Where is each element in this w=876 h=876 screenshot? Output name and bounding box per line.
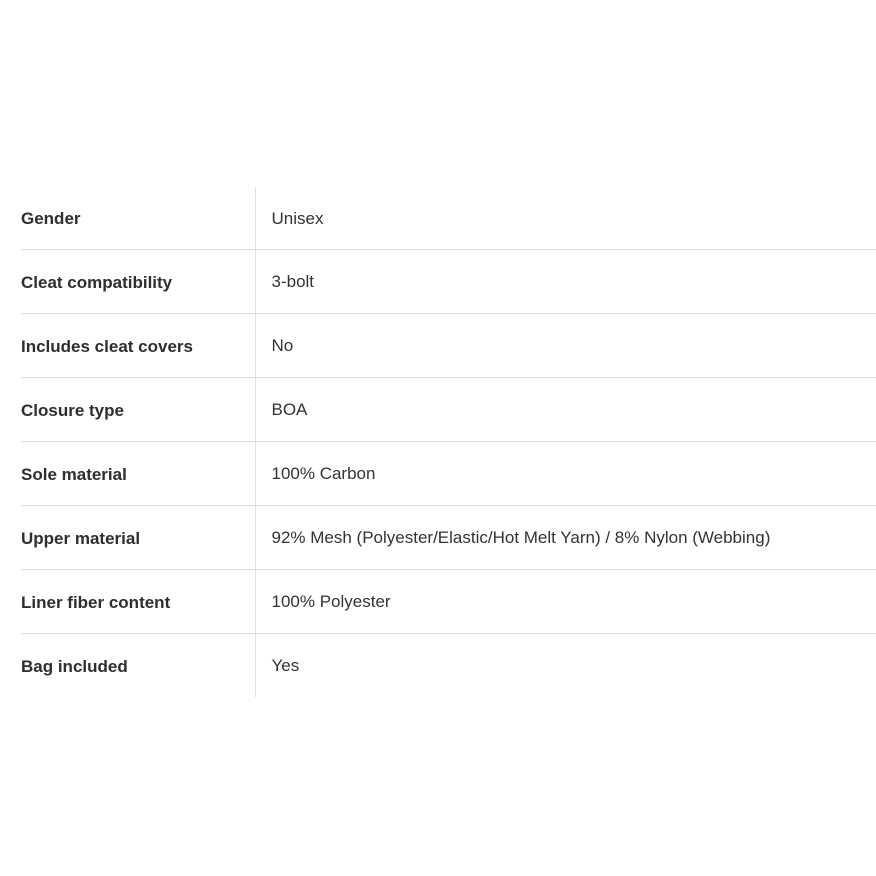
spec-value: Yes (255, 634, 876, 698)
spec-row-bag-included (21, 634, 876, 698)
spec-row-cleat-compatibility (21, 250, 876, 314)
spec-label: Includes cleat covers (21, 314, 255, 378)
spec-row-sole-material (21, 442, 876, 506)
spec-row-upper-material (21, 506, 876, 570)
product-specs-table (21, 187, 876, 697)
spec-value: No (255, 314, 876, 378)
spec-label: Gender (21, 187, 255, 250)
spec-label: Cleat compatibility (21, 250, 255, 314)
spec-value: BOA (255, 378, 876, 442)
spec-value: 92% Mesh (Polyester/Elastic/Hot Melt Yarn) / 8% Nylon (Webbing) (255, 506, 876, 570)
spec-label: Bag included (21, 634, 255, 698)
spec-label: Sole material (21, 442, 255, 506)
spec-row-closure-type (21, 378, 876, 442)
spec-row-liner-fiber-content (21, 570, 876, 634)
spec-row-gender (21, 187, 876, 250)
spec-label: Upper material (21, 506, 255, 570)
spec-value: 100% Carbon (255, 442, 876, 506)
spec-label: Closure type (21, 378, 255, 442)
spec-label: Liner fiber content (21, 570, 255, 634)
spec-value: 100% Polyester (255, 570, 876, 634)
specs-table-body (21, 187, 876, 697)
spec-row-includes-cleat-covers (21, 314, 876, 378)
spec-value: Unisex (271, 208, 324, 228)
spec-value: 3-bolt (255, 250, 876, 314)
